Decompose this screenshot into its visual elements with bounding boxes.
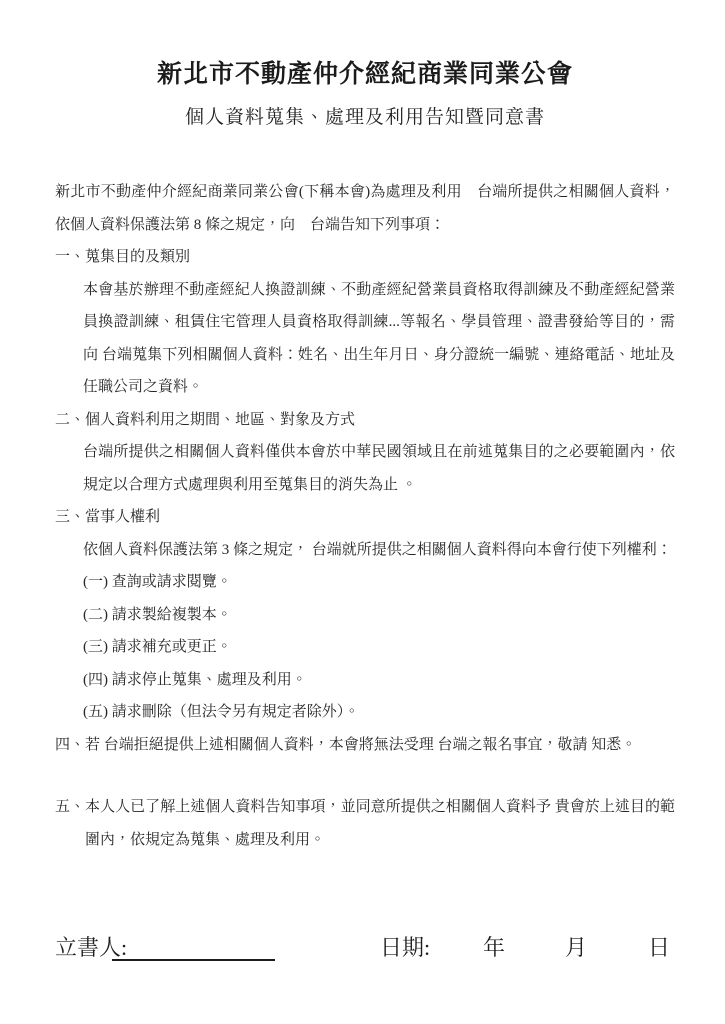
section-4-heading: 四、若 台端拒絕提供上述相關個人資料，本會將無法受理 台端之報名事宜，敬請 知悉。 (55, 736, 637, 753)
page-title: 新北市不動產仲介經紀商業同業公會 (156, 61, 573, 88)
section-refusal-notice (55, 729, 675, 762)
rights-list-item: (三) 請求補充或更正。 (83, 639, 232, 655)
signature-footer (55, 931, 675, 965)
signer-label: 立書人: (55, 935, 128, 960)
date-label: 日期: (380, 935, 431, 960)
month-label: 月 (565, 935, 588, 960)
rights-list-item: (五) 請求刪除（但法令另有規定者除外）。 (83, 704, 360, 720)
year-label: 年 (483, 935, 506, 960)
page-subtitle: 個人資料蒐集、處理及利用告知暨同意書 (184, 107, 545, 128)
rights-list-item: (四) 請求停止蒐集、處理及利用。 (83, 671, 307, 688)
section-rights (55, 501, 675, 729)
intro-paragraph: 新北市不動產仲介經紀商業同業公會(下稱本會)為處理及利用 台端所提供之相關個人資料，依個人資料保護法第 8 條之規定，向 台端告知下列事項： (55, 184, 675, 233)
section-usage-scope (55, 404, 675, 502)
section-2-body: 台端所提供之相關個人資料僅供本會於中華民國領域且在前述蒐集目的之必要範圍內，依規定以合理方式處理與利用至蒐集目的消失為止 。 (83, 444, 675, 493)
section-2-heading: 二、個人資料利用之期間、地區、對象及方式 (55, 411, 356, 428)
day-label: 日 (648, 935, 671, 960)
rights-list-item: (一) 查詢或請求閱覽。 (83, 574, 232, 590)
rights-list (83, 566, 675, 729)
section-3-body: 依個人資料保護法第 3 條之規定， 台端就所提供之相關個人資料得向本會行使下列權利： (83, 541, 672, 558)
section-1-body: 本會基於辦理不動產經紀人換證訓練、不動產經紀營業員資格取得訓練及不動產經紀營業員換證訓練、租賃住宅管理人員資格取得訓練...等報名、學員管理、證書發給等目的，需向 台端蒐集下列相關個人資料：姓名、出生年月日、身分證統一編號、連絡電話、地址及任職公司之資料。 (83, 281, 675, 395)
section-1-heading: 一、蒐集目的及類別 (55, 249, 191, 265)
section-5-heading: 五、本人人已了解上述個人資料告知事項，並同意所提供之相關個人資料予 貴會於上述目的範圍內，依規定為蒐集、處理及利用。 (55, 799, 675, 848)
section-collection-purpose (55, 241, 675, 404)
section-consent-statement (55, 791, 675, 856)
signature-line (112, 931, 275, 961)
rights-list-item: (二) 請求製給複製本。 (83, 606, 232, 623)
section-3-heading: 三、當事人權利 (55, 509, 161, 525)
